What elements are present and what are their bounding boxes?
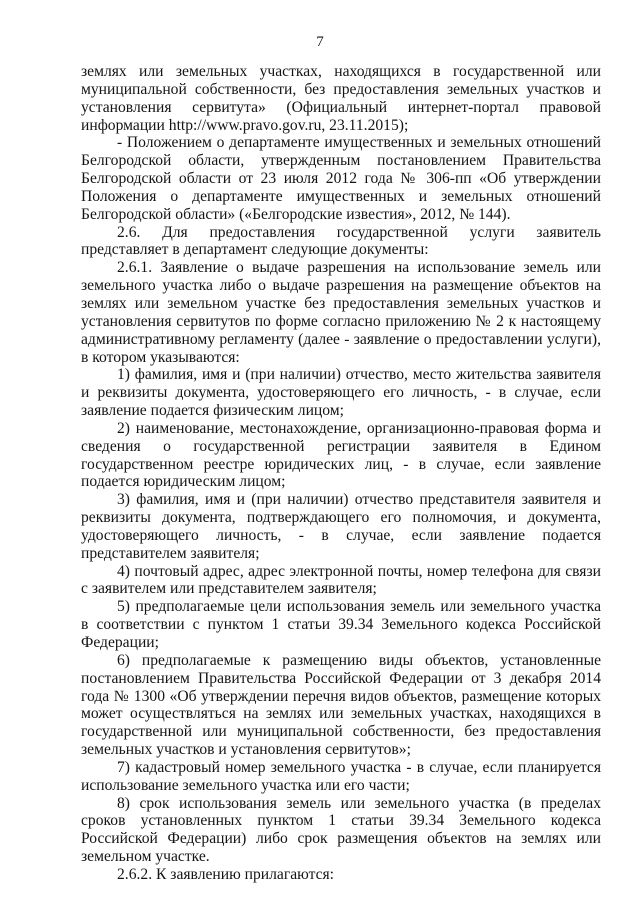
document-body bbox=[81, 63, 601, 884]
list-item-6: 6) предполагаемые к размещению виды объектов, установленные постановлением Правительства Российской Федерации от 3 декабря 2014 года № 1300 «Об утверждении перечня видов объектов, размещение которых может осуществляться на землях или земельных участках, находящихся в государственной или муниципальной собственности, без предоставления земельных участков и установления сервитутов»; bbox=[81, 651, 601, 759]
page-number: 7 bbox=[316, 34, 324, 50]
paragraph-continuation: землях или земельных участках, находящихся в государственной или муниципальной собственности, без предоставления земельных участков и установления сервитута» (Официальный интернет-портал правовой информации http://www.pravo.gov.ru, 23.11.2015); bbox=[81, 63, 601, 134]
list-item-3: 3) фамилия, имя и (при наличии) отчество представителя заявителя и реквизиты документа, подтверждающего его полномочия, и документа, удостоверяющего личность, - в случае, если заявление подается представителем заявителя; bbox=[81, 491, 601, 562]
paragraph-2-6: 2.6. Для предоставления государственной услуги заявитель представляет в департамент следующие документы: bbox=[81, 223, 601, 259]
list-item-5: 5) предполагаемые цели использования земель или земельного участка в соответствии с пунктом 1 статьи 39.34 Земельного кодекса Российской Федерации; bbox=[81, 598, 601, 651]
list-item-2: 2) наименование, местонахождение, организационно-правовая форма и сведения о государственной регистрации заявителя в Едином государственном реестре юридических лиц, - в случае, если заявление подается юридическим лицом; bbox=[81, 419, 601, 491]
list-item-4: 4) почтовый адрес, адрес электронной почты, номер телефона для связи с заявителем или представителем заявителя; bbox=[81, 562, 601, 598]
list-item-1: 1) фамилия, имя и (при наличии) отчество, место жительства заявителя и реквизиты документа, удостоверяющего его личность, - в случае, если заявление подается физическим лицом; bbox=[81, 366, 601, 420]
list-item-7: 7) кадастровый номер земельного участка - в случае, если планируется использование земельного участка или его части; bbox=[81, 758, 601, 794]
paragraph-dept-regulation: - Положением о департаменте имущественных и земельных отношений Белгородской области, утвержденным постановлением Правительства Белгородской области от 23 июля 2012 года № 306-пп «Об утверждении Положения о департаменте имущественных и земельных отношений Белгородской области» («Белгородские известия», 2012, № 144). bbox=[81, 134, 601, 223]
list-item-8: 8) срок использования земель или земельного участка (в пределах сроков установленных пунктом 1 статьи 39.34 Земельного кодекса Российской Федерации) либо срок размещения объектов на землях или земельном участке. bbox=[81, 794, 601, 866]
paragraph-2-6-1: 2.6.1. Заявление о выдаче разрешения на использование земель или земельного участка либо о выдаче разрешения на размещение объектов на землях или земельном участке без предоставления земельных участков и установления сервитутов по форме согласно приложению № 2 к настоящему административному регламенту (далее - заявление о предоставлении услуги), в котором указываются: bbox=[81, 259, 601, 366]
paragraph-2-6-2: 2.6.2. К заявлению прилагаются: bbox=[117, 865, 335, 883]
